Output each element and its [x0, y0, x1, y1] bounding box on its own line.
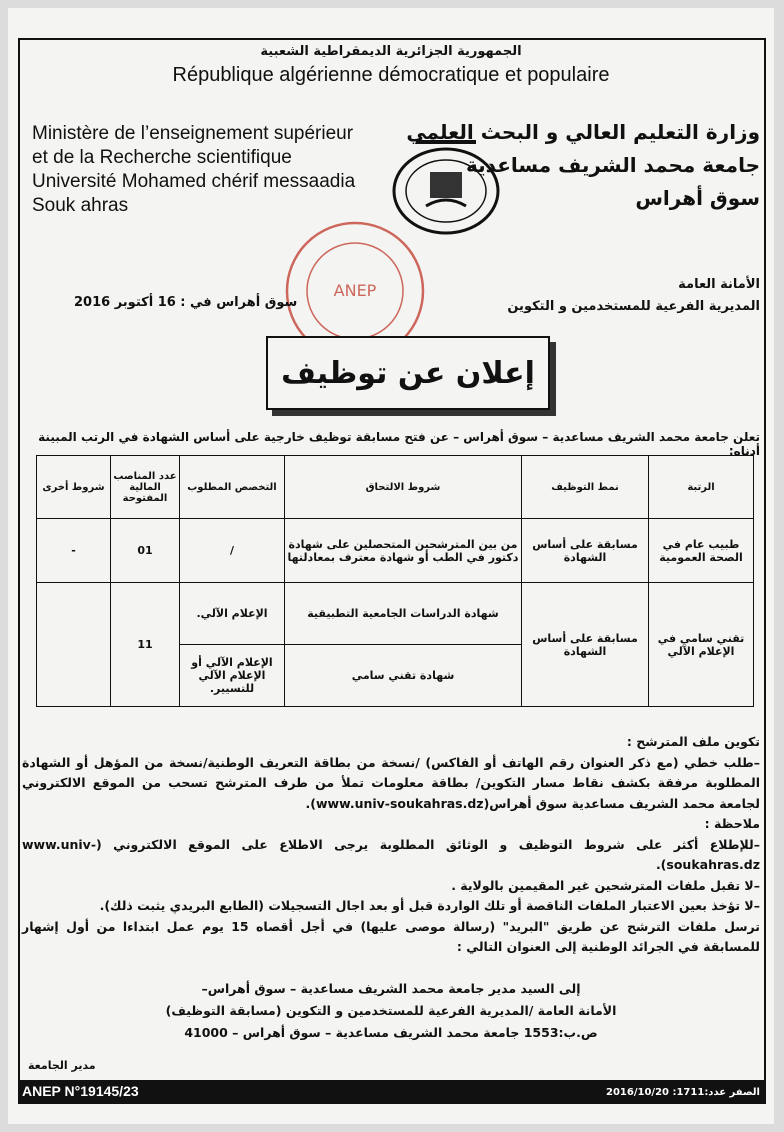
cell-posts: 11 — [111, 583, 180, 707]
ministry-ar-line: وزارة التعليم العالي و البحث العلمي — [406, 120, 760, 144]
cell-other: - — [37, 519, 111, 583]
secretariat — [507, 274, 760, 318]
table-row — [37, 583, 754, 645]
note-item: –لا تؤخذ بعين الاعتبار الملفات الناقصة أو تلك الواردة قبل أو بعد اجال التسجيلات (الطابع البريدي يثبت ذلك). — [99, 898, 760, 913]
ministry-ar-line: جامعة محمد الشريف مساعدية — [466, 153, 760, 177]
republic-french: République algérienne démocratique et populaire — [172, 64, 610, 86]
republic-arabic: الجمهورية الجزائرية الديمقراطية الشعبية — [260, 44, 522, 59]
cell-specialty: / — [180, 519, 285, 583]
document-page — [8, 8, 774, 1124]
announcement-body — [22, 732, 760, 958]
header-specialty: التخصص المطلوب — [180, 456, 285, 519]
cell-conditions: من بين المترشحين المتحصلين على شهادة دكتور في الطب أو شهادة معترف بمعادلتها — [285, 519, 522, 583]
header-other: شروط أخرى — [37, 456, 111, 519]
dossier-text: –طلب خطي (مع ذكر العنوان رقم الهاتف أو الفاكس) /نسخة من بطاقة التعريف الوطنية/نسخة من المؤهل أو الشهادة المطلوبة مرفقة بكشف نقاط مسار التكوين/ بطاقة معلومات تملأ من طرف المترشح تسحب من الموقع الالكتروني لجامعة محمد الشريف مساعدية سوق أهراس(www.univ-soukahras.dz). — [22, 754, 760, 811]
ministry-french — [32, 122, 355, 218]
jobs-table — [36, 455, 754, 707]
cell-rank: تقني سامي في الإعلام الآلي — [649, 583, 754, 707]
cell-conditions: شهادة الدراسات الجامعية التطبيقية — [285, 583, 522, 645]
document-date: سوق أهراس في : 16 أكتوبر 2016 — [74, 295, 298, 310]
cell-other — [37, 583, 111, 707]
ministry-fr-line: Université Mohamed chérif messaadia — [32, 171, 356, 192]
note-item: –لا تقبل ملفات المترشحين غير المقيمين بالولاية . — [451, 877, 760, 893]
ministry-ar-line: سوق أهراس — [635, 186, 760, 210]
cell-rank: طبيب عام في الصحة العمومية — [649, 519, 754, 583]
mailing-address — [8, 978, 774, 1044]
cell-posts: 01 — [111, 519, 180, 583]
header-mode: نمط التوظيف — [522, 456, 649, 519]
ministry-fr-line: Ministère de l’enseignement supérieur — [32, 123, 354, 144]
signature: مدير الجامعة — [28, 1059, 96, 1072]
cell-specialty: الإعلام الآلي أو الإعلام الآلي للتسيير. — [180, 645, 285, 707]
cell-specialty: الإعلام الآلي. — [180, 583, 285, 645]
table-header-row — [37, 456, 754, 519]
intro-text: تعلن جامعة محمد الشريف مساعدية – سوق أهراس – عن فتح مسابقة توظيف خارجية على أساس الشهادة في الرتب المبينة أدناه: — [38, 430, 760, 458]
ministry-fr-line: et de la Recherche scientifique — [32, 147, 292, 168]
address-line: إلى السيد مدير جامعة محمد الشريف مساعدية – سوق أهراس– — [201, 981, 581, 996]
ministry-fr-line: Souk ahras — [32, 195, 129, 216]
notes-heading: ملاحظة : — [704, 816, 760, 831]
dossier-heading: تكوين ملف المترشح : — [626, 734, 760, 749]
header-posts: عدد المناصب المالية المفتوحة — [111, 456, 180, 519]
header-conditions: شروط الالتحاق — [285, 456, 522, 519]
footer-reference: الصفر عدد:1711: 2016/10/20 — [606, 1087, 760, 1098]
address-line: الأمانة العامة /المديرية الفرعية للمستخدمين و التكوين (مسابقة التوظيف) — [165, 1003, 617, 1018]
stamp-label: ANEP — [333, 281, 377, 300]
header-rank: الرتبة — [649, 456, 754, 519]
address-line: ص.ب:1553 جامعة محمد الشريف مساعدية – سوق أهراس – 41000 — [184, 1025, 598, 1040]
note-item: –للإطلاع أكثر على شروط التوظيف و الوثائق المطلوبة يرجى الاطلاع على الموقع الالكتروني (www.univ-soukahras.dz). — [22, 836, 760, 872]
anep-number: ANEP N°19145/23 — [22, 1083, 139, 1099]
cell-mode: مسابقة على أساس الشهادة — [522, 519, 649, 583]
secretariat-line: المديرية الفرعية للمستخدمين و التكوين — [507, 299, 760, 314]
announcement-title: إعلان عن توظيف — [266, 336, 550, 410]
send-instructions: ترسل ملفات الترشح عن طريق "البريد" (رسالة موصى عليها) في أجل أقصاه 15 يوم عمل ابتداءا من أول إشهار للمسابقة في الجرائد الوطنية إلى العنوان التالي : — [22, 918, 761, 954]
cell-mode: مسابقة على أساس الشهادة — [522, 583, 649, 707]
secretariat-line: الأمانة العامة — [678, 277, 760, 292]
cell-conditions: شهادة تقني سامي — [285, 645, 522, 707]
table-row — [37, 519, 754, 583]
